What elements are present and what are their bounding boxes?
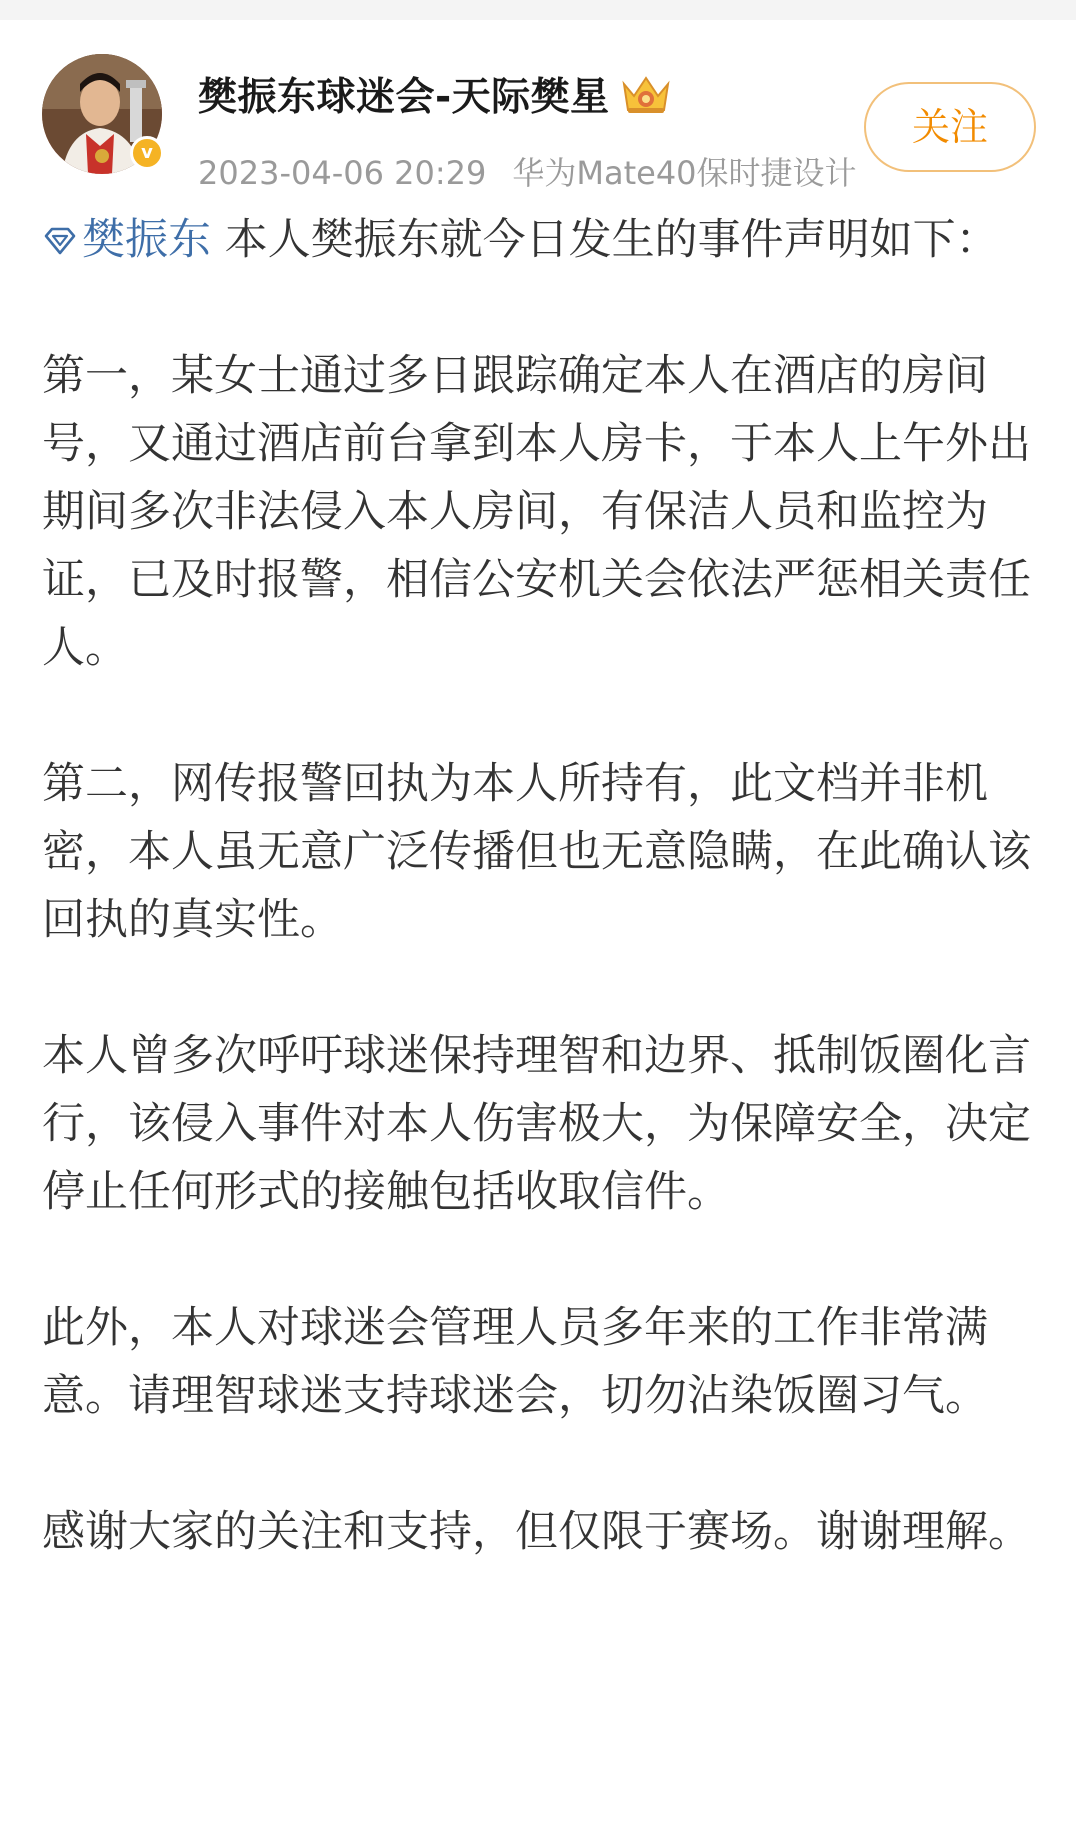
verified-badge-icon: v bbox=[130, 136, 164, 170]
paragraph-1: 第一，某女士通过多日跟踪确定本人在酒店的房间号，又通过酒店前台拿到本人房卡，于本人上午外出期间多次非法侵入本人房间，有保洁人员和监控为证，已及时报警，相信公安机关会依法严惩相关责任人。 bbox=[42, 351, 1031, 673]
paragraph-2: 第二，网传报警回执为本人所持有，此文档并非机密，本人虽无意广泛传播但也无意隐瞒，在此确认该回执的真实性。 bbox=[42, 759, 1031, 945]
avatar-container[interactable] bbox=[42, 54, 162, 174]
follow-button[interactable]: 关注 bbox=[864, 82, 1036, 172]
name-row bbox=[198, 64, 672, 124]
intro-text: 本人樊振东就今日发生的事件声明如下： bbox=[211, 215, 999, 265]
paragraph-4: 此外，本人对球迷会管理人员多年来的工作非常满意。请理智球迷支持球迷会，切勿沾染饭圈习气。 bbox=[42, 1303, 988, 1421]
paragraph-3: 本人曾多次呼吁球迷保持理智和边界、抵制饭圈化言行，该侵入事件对本人伤害极大，为保障安全，决定停止任何形式的接触包括收取信件。 bbox=[42, 1031, 1031, 1217]
post-body bbox=[42, 206, 1032, 1566]
post-meta bbox=[198, 148, 857, 194]
diamond-icon bbox=[42, 208, 78, 238]
user-name[interactable]: 樊振东球迷会-天际樊星 bbox=[198, 75, 610, 120]
status-strip bbox=[0, 0, 1076, 20]
post-header bbox=[0, 20, 1076, 192]
crown-icon[interactable] bbox=[620, 72, 672, 116]
post-device: 华为Mate40保时捷设计 bbox=[512, 154, 857, 192]
post-intro bbox=[42, 206, 1032, 274]
paragraph-5: 感谢大家的关注和支持，但仅限于赛场。谢谢理解。 bbox=[42, 1507, 1031, 1557]
post-timestamp: 2023-04-06 20:29 bbox=[198, 154, 487, 192]
mention-link[interactable] bbox=[42, 215, 211, 265]
mention-label: 樊振东 bbox=[82, 215, 211, 265]
